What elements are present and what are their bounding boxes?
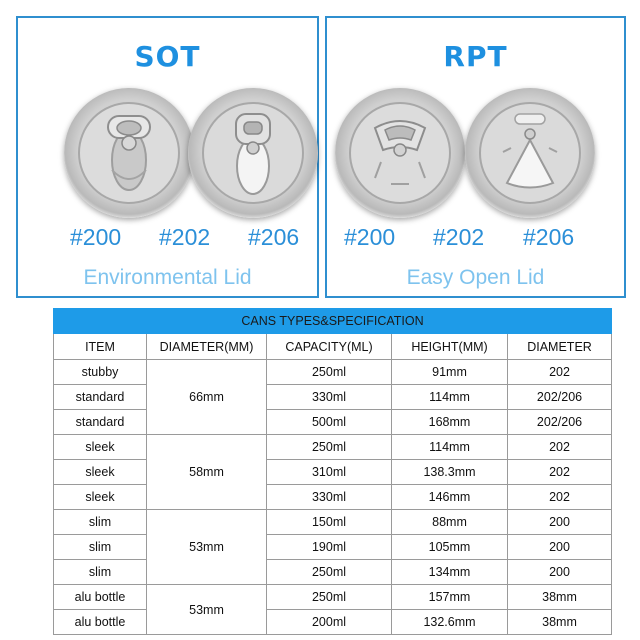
cell-diameter: 202 xyxy=(508,435,612,460)
cell-diameter: 202 xyxy=(508,360,612,385)
cell-height: 88mm xyxy=(392,510,508,535)
cell-diameter: 38mm xyxy=(508,610,612,635)
cell-capacity: 250ml xyxy=(267,435,392,460)
rpt-size-202: #202 xyxy=(433,224,485,250)
table-row xyxy=(54,610,612,635)
cell-item: slim xyxy=(54,560,147,585)
cell-height: 138.3mm xyxy=(392,460,508,485)
cell-capacity: 330ml xyxy=(267,385,392,410)
cell-capacity: 310ml xyxy=(267,460,392,485)
cell-diameter: 202 xyxy=(508,460,612,485)
cell-group-diameter: 58mm xyxy=(147,435,267,510)
cell-diameter: 38mm xyxy=(508,585,612,610)
table-row xyxy=(54,535,612,560)
sot-subtitle: Environmental Lid xyxy=(83,266,252,289)
rpt-size-200: #200 xyxy=(344,224,396,250)
sot-title: SOT xyxy=(134,40,201,73)
header-item: ITEM xyxy=(54,334,147,360)
cell-capacity: 250ml xyxy=(267,360,392,385)
table-row xyxy=(54,485,612,510)
cell-height: 132.6mm xyxy=(392,610,508,635)
cell-capacity: 190ml xyxy=(267,535,392,560)
header-diameter-mm: DIAMETER(MM) xyxy=(147,334,267,360)
spec-table xyxy=(53,308,612,635)
cell-item: standard xyxy=(54,385,147,410)
sot-lid-open-image xyxy=(188,88,318,218)
rpt-size-list xyxy=(327,224,624,254)
table-row xyxy=(54,560,612,585)
table-row xyxy=(54,460,612,485)
cell-height: 114mm xyxy=(392,435,508,460)
sot-size-202: #202 xyxy=(159,224,211,250)
cell-item: alu bottle xyxy=(54,585,147,610)
cell-diameter: 202/206 xyxy=(508,410,612,435)
cell-height: 157mm xyxy=(392,585,508,610)
table-row xyxy=(54,435,612,460)
table-row xyxy=(54,385,612,410)
table-caption: CANS TYPES&SPECIFICATION xyxy=(54,309,612,334)
sot-size-list xyxy=(18,224,317,254)
cell-item: sleek xyxy=(54,460,147,485)
cell-item: stubby xyxy=(54,360,147,385)
cell-group-diameter: 66mm xyxy=(147,360,267,435)
cell-item: sleek xyxy=(54,485,147,510)
sot-size-206: #206 xyxy=(248,224,300,250)
cell-height: 105mm xyxy=(392,535,508,560)
table-row xyxy=(54,360,612,385)
cell-item: slim xyxy=(54,535,147,560)
table-row xyxy=(54,410,612,435)
cell-diameter: 202/206 xyxy=(508,385,612,410)
header-height: HEIGHT(MM) xyxy=(392,334,508,360)
cell-item: alu bottle xyxy=(54,610,147,635)
cell-height: 134mm xyxy=(392,560,508,585)
sot-panel xyxy=(16,16,319,298)
cell-item: standard xyxy=(54,410,147,435)
cell-capacity: 150ml xyxy=(267,510,392,535)
cell-diameter: 200 xyxy=(508,535,612,560)
rpt-title: RPT xyxy=(443,40,508,73)
cell-group-diameter: 53mm xyxy=(147,510,267,585)
cell-capacity: 500ml xyxy=(267,410,392,435)
cell-height: 114mm xyxy=(392,385,508,410)
table-header-row xyxy=(54,334,612,360)
header-capacity: CAPACITY(ML) xyxy=(267,334,392,360)
table-row xyxy=(54,585,612,610)
cell-item: sleek xyxy=(54,435,147,460)
rpt-subtitle: Easy Open Lid xyxy=(406,266,545,289)
cell-diameter: 200 xyxy=(508,560,612,585)
rpt-lid-open-image xyxy=(465,88,595,218)
cell-capacity: 330ml xyxy=(267,485,392,510)
cell-group-diameter: 53mm xyxy=(147,585,267,635)
cell-height: 146mm xyxy=(392,485,508,510)
rpt-lid-closed-image xyxy=(335,88,465,218)
cell-capacity: 250ml xyxy=(267,585,392,610)
cell-diameter: 200 xyxy=(508,510,612,535)
table-row xyxy=(54,510,612,535)
header-diameter: DIAMETER xyxy=(508,334,612,360)
sot-size-200: #200 xyxy=(70,224,122,250)
cell-height: 168mm xyxy=(392,410,508,435)
cell-capacity: 250ml xyxy=(267,560,392,585)
cell-diameter: 202 xyxy=(508,485,612,510)
sot-lid-closed-image xyxy=(64,88,194,218)
rpt-size-206: #206 xyxy=(523,224,575,250)
cell-capacity: 200ml xyxy=(267,610,392,635)
cell-height: 91mm xyxy=(392,360,508,385)
cell-item: slim xyxy=(54,510,147,535)
rpt-panel xyxy=(325,16,626,298)
